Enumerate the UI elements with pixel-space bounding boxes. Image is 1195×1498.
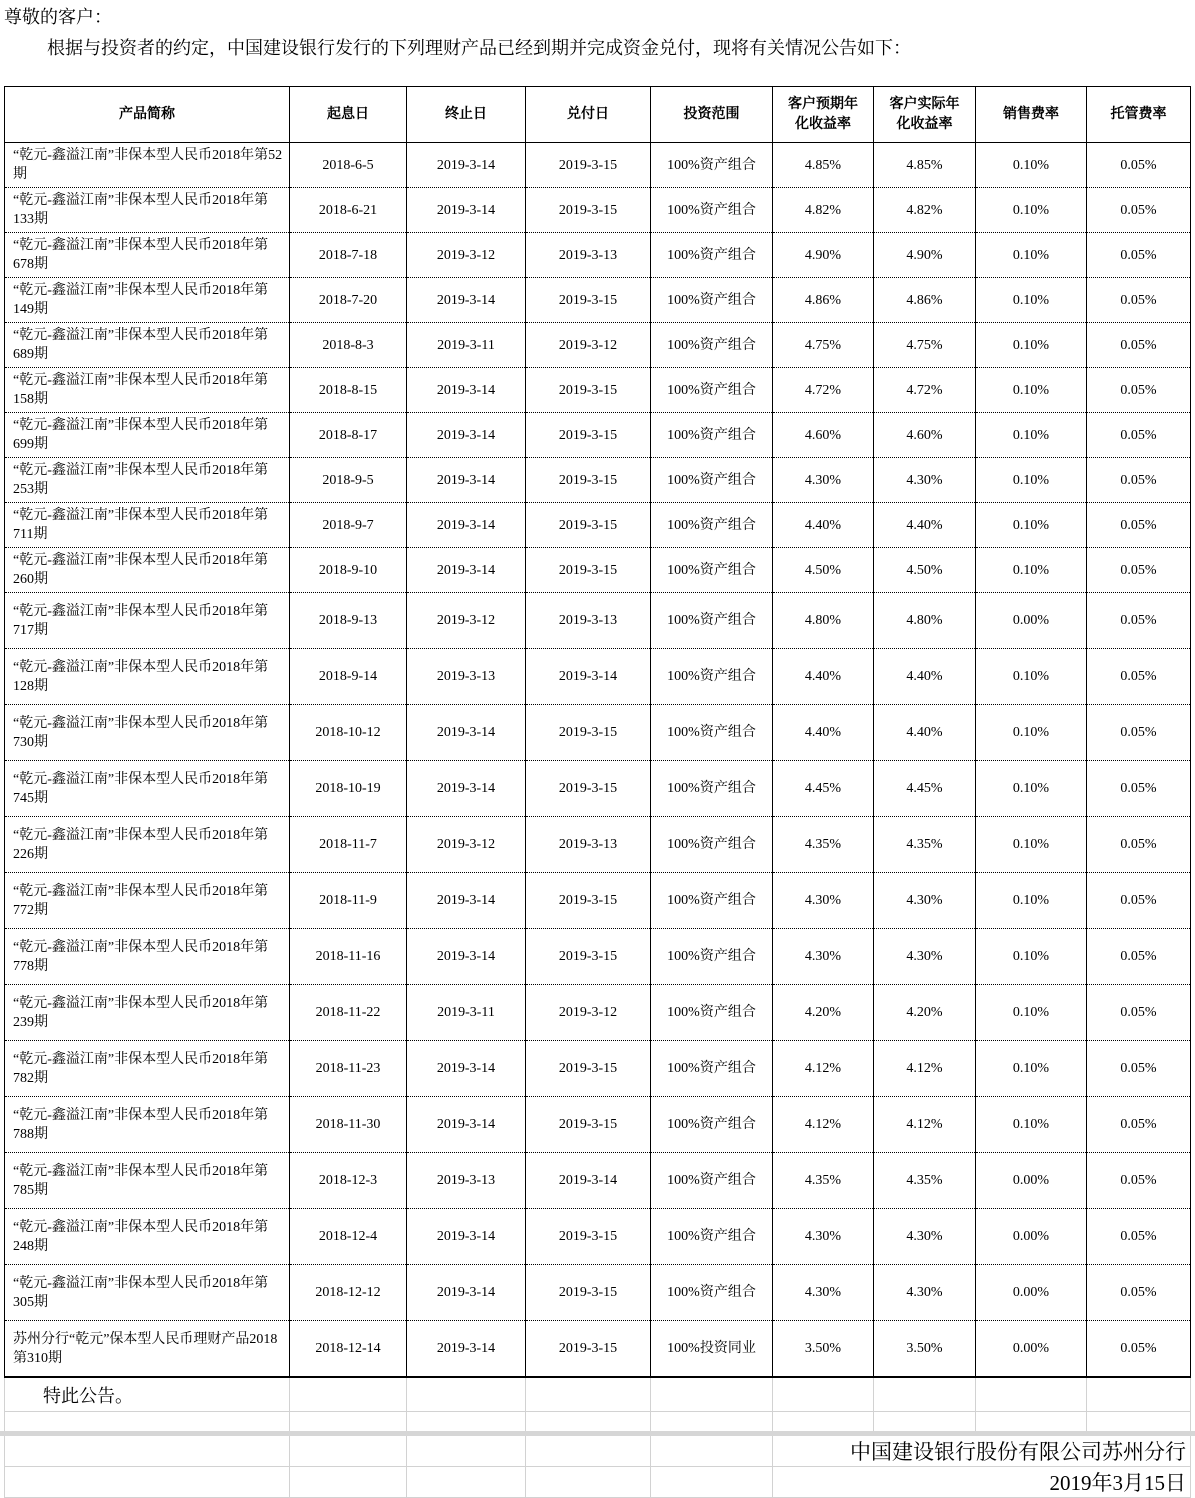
signature-row: [5, 1436, 1191, 1467]
cell-investment-scope: 100%资产组合: [651, 1097, 773, 1153]
cell-investment-scope: 100%资产组合: [651, 817, 773, 873]
cell-custody-fee-rate: 0.05%: [1087, 413, 1191, 458]
table-row: [5, 323, 1191, 368]
cell-payment-date: 2019-3-15: [526, 503, 651, 548]
cell-expected-annualized-return: 4.35%: [773, 1153, 874, 1209]
cell-sales-fee-rate: 0.10%: [976, 1097, 1087, 1153]
cell-product-name: “乾元-鑫溢江南”非保本型人民币2018年第260期: [5, 548, 290, 593]
cell-product-name: “乾元-鑫溢江南”非保本型人民币2018年第52期: [5, 143, 290, 188]
cell-custody-fee-rate: 0.05%: [1087, 1321, 1191, 1378]
cell-product-name: “乾元-鑫溢江南”非保本型人民币2018年第239期: [5, 985, 290, 1041]
cell-expected-annualized-return: 4.45%: [773, 761, 874, 817]
cell-actual-annualized-return: 4.75%: [874, 323, 976, 368]
table-row: [5, 458, 1191, 503]
cell-actual-annualized-return: 4.30%: [874, 1209, 976, 1265]
cell-payment-date: 2019-3-15: [526, 929, 651, 985]
cell-expected-annualized-return: 4.90%: [773, 233, 874, 278]
cell-value-date: 2018-11-30: [290, 1097, 407, 1153]
cell-investment-scope: 100%资产组合: [651, 143, 773, 188]
cell-product-name: “乾元-鑫溢江南”非保本型人民币2018年第785期: [5, 1153, 290, 1209]
cell-product-name: “乾元-鑫溢江南”非保本型人民币2018年第699期: [5, 413, 290, 458]
cell-product-name: “乾元-鑫溢江南”非保本型人民币2018年第711期: [5, 503, 290, 548]
cell-payment-date: 2019-3-15: [526, 1209, 651, 1265]
cell-value-date: 2018-9-7: [290, 503, 407, 548]
cell-product-name: “乾元-鑫溢江南”非保本型人民币2018年第778期: [5, 929, 290, 985]
cell-sales-fee-rate: 0.10%: [976, 761, 1087, 817]
column-header-actual-annualized-return: 客户实际年化收益率: [874, 87, 976, 143]
cell-sales-fee-rate: 0.10%: [976, 705, 1087, 761]
cell-value-date: 2018-12-3: [290, 1153, 407, 1209]
cell-investment-scope: 100%资产组合: [651, 413, 773, 458]
cell-value-date: 2018-7-18: [290, 233, 407, 278]
cell-custody-fee-rate: 0.05%: [1087, 593, 1191, 649]
cell-actual-annualized-return: 4.45%: [874, 761, 976, 817]
cell-custody-fee-rate: 0.05%: [1087, 368, 1191, 413]
cell-termination-date: 2019-3-14: [407, 929, 526, 985]
cell-termination-date: 2019-3-14: [407, 1209, 526, 1265]
column-header-sales-fee-rate: 销售费率: [976, 87, 1087, 143]
table-row: [5, 368, 1191, 413]
cell-value-date: 2018-11-22: [290, 985, 407, 1041]
cell-investment-scope: 100%资产组合: [651, 929, 773, 985]
cell-actual-annualized-return: 4.85%: [874, 143, 976, 188]
cell-product-name: “乾元-鑫溢江南”非保本型人民币2018年第128期: [5, 649, 290, 705]
cell-expected-annualized-return: 4.72%: [773, 368, 874, 413]
cell-product-name: “乾元-鑫溢江南”非保本型人民币2018年第305期: [5, 1265, 290, 1321]
cell-custody-fee-rate: 0.05%: [1087, 705, 1191, 761]
table-row: [5, 1209, 1191, 1265]
cell-actual-annualized-return: 4.30%: [874, 458, 976, 503]
cell-expected-annualized-return: 4.30%: [773, 873, 874, 929]
cell-custody-fee-rate: 0.05%: [1087, 458, 1191, 503]
cell-actual-annualized-return: 4.20%: [874, 985, 976, 1041]
cell-custody-fee-rate: 0.05%: [1087, 1209, 1191, 1265]
cell-value-date: 2018-10-19: [290, 761, 407, 817]
cell-payment-date: 2019-3-15: [526, 761, 651, 817]
cell-termination-date: 2019-3-11: [407, 985, 526, 1041]
cell-payment-date: 2019-3-15: [526, 143, 651, 188]
cell-value-date: 2018-11-7: [290, 817, 407, 873]
column-header-termination-date: 终止日: [407, 87, 526, 143]
cell-actual-annualized-return: 4.30%: [874, 929, 976, 985]
cell-product-name: “乾元-鑫溢江南”非保本型人民币2018年第149期: [5, 278, 290, 323]
cell-sales-fee-rate: 0.00%: [976, 1153, 1087, 1209]
bottom-strip: [0, 1431, 1195, 1436]
cell-sales-fee-rate: 0.10%: [976, 873, 1087, 929]
date-row: [5, 1467, 1191, 1498]
cell-termination-date: 2019-3-12: [407, 233, 526, 278]
table-row: [5, 1153, 1191, 1209]
cell-investment-scope: 100%资产组合: [651, 873, 773, 929]
cell-custody-fee-rate: 0.05%: [1087, 873, 1191, 929]
cell-product-name: “乾元-鑫溢江南”非保本型人民币2018年第678期: [5, 233, 290, 278]
cell-value-date: 2018-6-21: [290, 188, 407, 233]
cell-payment-date: 2019-3-15: [526, 1265, 651, 1321]
cell-sales-fee-rate: 0.00%: [976, 1321, 1087, 1378]
table-row: [5, 548, 1191, 593]
cell-actual-annualized-return: 4.40%: [874, 503, 976, 548]
cell-payment-date: 2019-3-12: [526, 323, 651, 368]
table-row: [5, 143, 1191, 188]
cell-termination-date: 2019-3-14: [407, 1041, 526, 1097]
cell-payment-date: 2019-3-14: [526, 1153, 651, 1209]
cell-termination-date: 2019-3-11: [407, 323, 526, 368]
cell-value-date: 2018-9-5: [290, 458, 407, 503]
cell-payment-date: 2019-3-15: [526, 413, 651, 458]
cell-product-name: “乾元-鑫溢江南”非保本型人民币2018年第253期: [5, 458, 290, 503]
cell-product-name: “乾元-鑫溢江南”非保本型人民币2018年第717期: [5, 593, 290, 649]
column-header-value-date: 起息日: [290, 87, 407, 143]
cell-termination-date: 2019-3-14: [407, 413, 526, 458]
cell-investment-scope: 100%资产组合: [651, 323, 773, 368]
cell-sales-fee-rate: 0.00%: [976, 593, 1087, 649]
cell-custody-fee-rate: 0.05%: [1087, 817, 1191, 873]
cell-sales-fee-rate: 0.10%: [976, 929, 1087, 985]
cell-termination-date: 2019-3-14: [407, 548, 526, 593]
cell-expected-annualized-return: 4.75%: [773, 323, 874, 368]
cell-product-name: “乾元-鑫溢江南”非保本型人民币2018年第788期: [5, 1097, 290, 1153]
intro-body-text: 根据与投资者的约定，中国建设银行发行的下列理财产品已经到期并完成资金兑付，现将有关情况公告如下：: [47, 38, 911, 58]
cell-expected-annualized-return: 4.85%: [773, 143, 874, 188]
cell-investment-scope: 100%资产组合: [651, 233, 773, 278]
cell-investment-scope: 100%资产组合: [651, 458, 773, 503]
cell-investment-scope: 100%资产组合: [651, 1153, 773, 1209]
cell-investment-scope: 100%资产组合: [651, 649, 773, 705]
cell-payment-date: 2019-3-13: [526, 233, 651, 278]
cell-payment-date: 2019-3-15: [526, 873, 651, 929]
cell-payment-date: 2019-3-15: [526, 1321, 651, 1378]
cell-expected-annualized-return: 4.86%: [773, 278, 874, 323]
cell-expected-annualized-return: 4.40%: [773, 503, 874, 548]
cell-value-date: 2018-10-12: [290, 705, 407, 761]
cell-termination-date: 2019-3-14: [407, 1265, 526, 1321]
cell-custody-fee-rate: 0.05%: [1087, 761, 1191, 817]
table-row: [5, 649, 1191, 705]
cell-sales-fee-rate: 0.10%: [976, 143, 1087, 188]
cell-expected-annualized-return: 4.40%: [773, 649, 874, 705]
cell-expected-annualized-return: 4.50%: [773, 548, 874, 593]
cell-payment-date: 2019-3-14: [526, 649, 651, 705]
cell-custody-fee-rate: 0.05%: [1087, 188, 1191, 233]
table-row: [5, 1265, 1191, 1321]
footer-grid: [4, 1378, 1191, 1498]
cell-custody-fee-rate: 0.05%: [1087, 1265, 1191, 1321]
cell-actual-annualized-return: 4.82%: [874, 188, 976, 233]
cell-investment-scope: 100%资产组合: [651, 548, 773, 593]
cell-custody-fee-rate: 0.05%: [1087, 323, 1191, 368]
cell-custody-fee-rate: 0.05%: [1087, 548, 1191, 593]
cell-product-name: “乾元-鑫溢江南”非保本型人民币2018年第772期: [5, 873, 290, 929]
cell-sales-fee-rate: 0.10%: [976, 413, 1087, 458]
cell-sales-fee-rate: 0.10%: [976, 368, 1087, 413]
cell-value-date: 2018-8-15: [290, 368, 407, 413]
table-row: [5, 985, 1191, 1041]
products-table: [4, 86, 1191, 1378]
table-row: [5, 1097, 1191, 1153]
cell-custody-fee-rate: 0.05%: [1087, 1153, 1191, 1209]
cell-sales-fee-rate: 0.10%: [976, 323, 1087, 368]
cell-termination-date: 2019-3-14: [407, 761, 526, 817]
cell-investment-scope: 100%资产组合: [651, 1041, 773, 1097]
cell-payment-date: 2019-3-15: [526, 548, 651, 593]
table-row: [5, 503, 1191, 548]
cell-payment-date: 2019-3-15: [526, 1097, 651, 1153]
cell-investment-scope: 100%资产组合: [651, 761, 773, 817]
cell-investment-scope: 100%投资同业: [651, 1321, 773, 1378]
cell-sales-fee-rate: 0.10%: [976, 503, 1087, 548]
cell-value-date: 2018-12-4: [290, 1209, 407, 1265]
cell-payment-date: 2019-3-15: [526, 368, 651, 413]
cell-expected-annualized-return: 4.80%: [773, 593, 874, 649]
cell-investment-scope: 100%资产组合: [651, 985, 773, 1041]
cell-investment-scope: 100%资产组合: [651, 1209, 773, 1265]
cell-termination-date: 2019-3-14: [407, 143, 526, 188]
cell-value-date: 2018-11-9: [290, 873, 407, 929]
cell-value-date: 2018-9-14: [290, 649, 407, 705]
closing-statement: 特此公告。: [5, 1378, 290, 1412]
cell-product-name: “乾元-鑫溢江南”非保本型人民币2018年第745期: [5, 761, 290, 817]
cell-investment-scope: 100%资产组合: [651, 188, 773, 233]
cell-termination-date: 2019-3-13: [407, 1153, 526, 1209]
cell-value-date: 2018-9-13: [290, 593, 407, 649]
cell-custody-fee-rate: 0.05%: [1087, 985, 1191, 1041]
cell-investment-scope: 100%资产组合: [651, 368, 773, 413]
cell-investment-scope: 100%资产组合: [651, 278, 773, 323]
cell-termination-date: 2019-3-14: [407, 188, 526, 233]
cell-product-name: “乾元-鑫溢江南”非保本型人民币2018年第248期: [5, 1209, 290, 1265]
cell-payment-date: 2019-3-15: [526, 1041, 651, 1097]
column-header-expected-annualized-return: 客户预期年化收益率: [773, 87, 874, 143]
cell-expected-annualized-return: 4.12%: [773, 1097, 874, 1153]
table-row: [5, 873, 1191, 929]
cell-sales-fee-rate: 0.10%: [976, 985, 1087, 1041]
cell-expected-annualized-return: 4.12%: [773, 1041, 874, 1097]
cell-termination-date: 2019-3-14: [407, 1097, 526, 1153]
cell-value-date: 2018-12-14: [290, 1321, 407, 1378]
table-row: [5, 929, 1191, 985]
cell-termination-date: 2019-3-14: [407, 705, 526, 761]
issuer-signature: 中国建设银行股份有限公司苏州分行: [773, 1436, 1191, 1467]
cell-product-name: 苏州分行“乾元”保本型人民币理财产品2018第310期: [5, 1321, 290, 1378]
cell-payment-date: 2019-3-15: [526, 705, 651, 761]
cell-sales-fee-rate: 0.00%: [976, 1209, 1087, 1265]
table-row: [5, 1041, 1191, 1097]
cell-product-name: “乾元-鑫溢江南”非保本型人民币2018年第689期: [5, 323, 290, 368]
announcement-date: 2019年3月15日: [773, 1467, 1191, 1498]
table-row: [5, 413, 1191, 458]
cell-actual-annualized-return: 4.80%: [874, 593, 976, 649]
cell-custody-fee-rate: 0.05%: [1087, 233, 1191, 278]
cell-custody-fee-rate: 0.05%: [1087, 929, 1191, 985]
table-row: [5, 278, 1191, 323]
cell-termination-date: 2019-3-12: [407, 593, 526, 649]
closing-row: [5, 1378, 1191, 1412]
cell-custody-fee-rate: 0.05%: [1087, 1041, 1191, 1097]
cell-sales-fee-rate: 0.10%: [976, 649, 1087, 705]
cell-actual-annualized-return: 4.86%: [874, 278, 976, 323]
table-row: [5, 817, 1191, 873]
cell-sales-fee-rate: 0.10%: [976, 278, 1087, 323]
table-row: [5, 761, 1191, 817]
cell-custody-fee-rate: 0.05%: [1087, 143, 1191, 188]
cell-product-name: “乾元-鑫溢江南”非保本型人民币2018年第226期: [5, 817, 290, 873]
cell-value-date: 2018-11-16: [290, 929, 407, 985]
intro-section: [0, 0, 1195, 60]
cell-actual-annualized-return: 4.30%: [874, 873, 976, 929]
cell-expected-annualized-return: 4.20%: [773, 985, 874, 1041]
cell-expected-annualized-return: 3.50%: [773, 1321, 874, 1378]
table-row: [5, 188, 1191, 233]
cell-termination-date: 2019-3-14: [407, 458, 526, 503]
cell-payment-date: 2019-3-13: [526, 817, 651, 873]
cell-sales-fee-rate: 0.10%: [976, 188, 1087, 233]
cell-payment-date: 2019-3-12: [526, 985, 651, 1041]
cell-sales-fee-rate: 0.10%: [976, 458, 1087, 503]
cell-custody-fee-rate: 0.05%: [1087, 278, 1191, 323]
table-row: [5, 233, 1191, 278]
cell-value-date: 2018-8-3: [290, 323, 407, 368]
table-row: [5, 1321, 1191, 1378]
column-header-payment-date: 兑付日: [526, 87, 651, 143]
cell-termination-date: 2019-3-14: [407, 1321, 526, 1378]
cell-expected-annualized-return: 4.30%: [773, 929, 874, 985]
cell-value-date: 2018-7-20: [290, 278, 407, 323]
cell-investment-scope: 100%资产组合: [651, 1265, 773, 1321]
cell-value-date: 2018-12-12: [290, 1265, 407, 1321]
table-row: [5, 593, 1191, 649]
cell-expected-annualized-return: 4.30%: [773, 1265, 874, 1321]
cell-product-name: “乾元-鑫溢江南”非保本型人民币2018年第730期: [5, 705, 290, 761]
cell-actual-annualized-return: 4.12%: [874, 1097, 976, 1153]
cell-sales-fee-rate: 0.10%: [976, 548, 1087, 593]
cell-expected-annualized-return: 4.35%: [773, 817, 874, 873]
cell-termination-date: 2019-3-14: [407, 278, 526, 323]
cell-expected-annualized-return: 4.30%: [773, 1209, 874, 1265]
cell-expected-annualized-return: 4.40%: [773, 705, 874, 761]
salutation-text: 尊敬的客户：: [4, 7, 112, 27]
cell-payment-date: 2019-3-15: [526, 458, 651, 503]
cell-value-date: 2018-11-23: [290, 1041, 407, 1097]
cell-custody-fee-rate: 0.05%: [1087, 1097, 1191, 1153]
cell-expected-annualized-return: 4.30%: [773, 458, 874, 503]
cell-termination-date: 2019-3-14: [407, 873, 526, 929]
cell-actual-annualized-return: 3.50%: [874, 1321, 976, 1378]
cell-payment-date: 2019-3-15: [526, 278, 651, 323]
cell-custody-fee-rate: 0.05%: [1087, 649, 1191, 705]
cell-actual-annualized-return: 4.72%: [874, 368, 976, 413]
cell-actual-annualized-return: 4.35%: [874, 817, 976, 873]
cell-actual-annualized-return: 4.90%: [874, 233, 976, 278]
cell-product-name: “乾元-鑫溢江南”非保本型人民币2018年第158期: [5, 368, 290, 413]
table-row: [5, 705, 1191, 761]
cell-sales-fee-rate: 0.00%: [976, 1265, 1087, 1321]
cell-expected-annualized-return: 4.82%: [773, 188, 874, 233]
cell-sales-fee-rate: 0.10%: [976, 1041, 1087, 1097]
cell-investment-scope: 100%资产组合: [651, 705, 773, 761]
cell-sales-fee-rate: 0.10%: [976, 233, 1087, 278]
cell-investment-scope: 100%资产组合: [651, 503, 773, 548]
cell-actual-annualized-return: 4.12%: [874, 1041, 976, 1097]
cell-termination-date: 2019-3-13: [407, 649, 526, 705]
cell-termination-date: 2019-3-12: [407, 817, 526, 873]
cell-product-name: “乾元-鑫溢江南”非保本型人民币2018年第133期: [5, 188, 290, 233]
cell-actual-annualized-return: 4.40%: [874, 705, 976, 761]
column-header-product-name: 产品简称: [5, 87, 290, 143]
cell-expected-annualized-return: 4.60%: [773, 413, 874, 458]
cell-product-name: “乾元-鑫溢江南”非保本型人民币2018年第782期: [5, 1041, 290, 1097]
cell-sales-fee-rate: 0.10%: [976, 817, 1087, 873]
cell-payment-date: 2019-3-13: [526, 593, 651, 649]
cell-actual-annualized-return: 4.40%: [874, 649, 976, 705]
cell-payment-date: 2019-3-15: [526, 188, 651, 233]
cell-termination-date: 2019-3-14: [407, 503, 526, 548]
cell-actual-annualized-return: 4.60%: [874, 413, 976, 458]
cell-value-date: 2018-8-17: [290, 413, 407, 458]
cell-value-date: 2018-9-10: [290, 548, 407, 593]
cell-custody-fee-rate: 0.05%: [1087, 503, 1191, 548]
table-header-row: [5, 87, 1191, 143]
cell-actual-annualized-return: 4.50%: [874, 548, 976, 593]
cell-actual-annualized-return: 4.35%: [874, 1153, 976, 1209]
column-header-custody-fee-rate: 托管费率: [1087, 87, 1191, 143]
cell-investment-scope: 100%资产组合: [651, 593, 773, 649]
cell-termination-date: 2019-3-14: [407, 368, 526, 413]
cell-actual-annualized-return: 4.30%: [874, 1265, 976, 1321]
column-header-investment-scope: 投资范围: [651, 87, 773, 143]
cell-value-date: 2018-6-5: [290, 143, 407, 188]
